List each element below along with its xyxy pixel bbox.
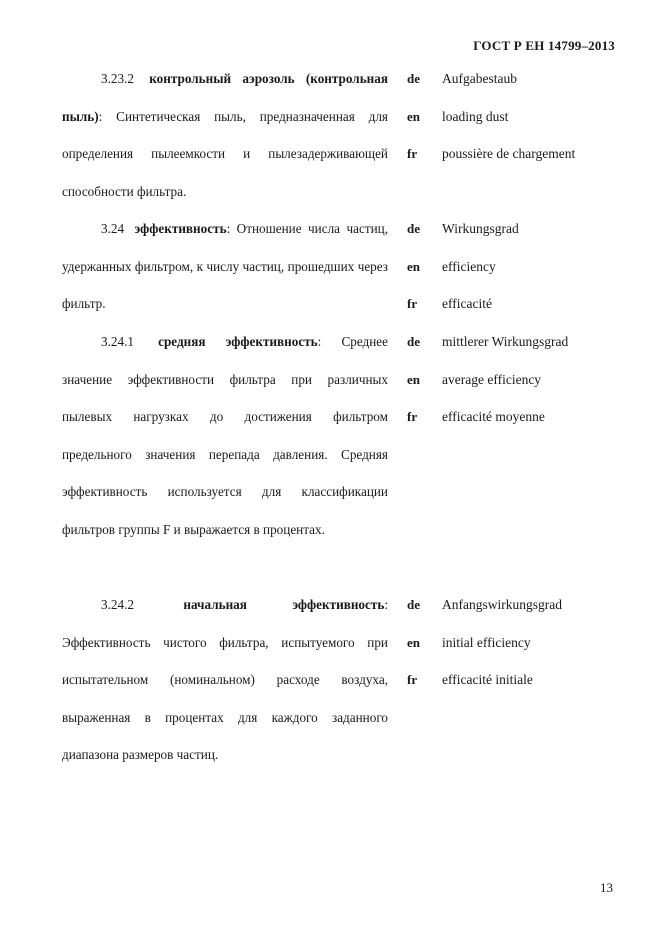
translations bbox=[407, 323, 637, 436]
term-text: : Среднее значение эффективности фильтра при различных пылевых нагрузках до достижения фильтром предельного значения перепада давления. Средняя эффективность используется для классификации фильтров группы F и выражается в процентах. bbox=[62, 334, 389, 537]
page-number: 13 bbox=[600, 880, 613, 895]
term-definition bbox=[62, 60, 388, 210]
lang-code: de bbox=[407, 334, 420, 349]
translations bbox=[407, 210, 637, 323]
translation-term: Anfangswirkungsgrad bbox=[442, 597, 562, 612]
lang-code: de bbox=[407, 597, 420, 612]
translation-term: mittlerer Wirkungsgrad bbox=[442, 334, 569, 349]
lang-code: de bbox=[407, 221, 420, 236]
translation-row bbox=[407, 661, 637, 699]
term-number: 3.24.1 bbox=[101, 334, 134, 349]
translation-row bbox=[407, 361, 637, 399]
term-number: 3.24 bbox=[101, 221, 125, 236]
translation-row bbox=[407, 285, 637, 323]
term-definition bbox=[62, 586, 388, 774]
translation-term: initial efficiency bbox=[442, 634, 531, 650]
translation-row bbox=[407, 248, 637, 286]
lang-code: de bbox=[407, 71, 420, 86]
translations bbox=[407, 586, 637, 699]
translation-term: Wirkungsgrad bbox=[442, 221, 519, 236]
lang-code: fr bbox=[407, 409, 418, 424]
translation-term: loading dust bbox=[442, 108, 509, 124]
translation-row bbox=[407, 398, 637, 436]
lang-code: fr bbox=[407, 296, 418, 311]
translation-term: efficacité initiale bbox=[442, 672, 533, 687]
translation-term: poussière de chargement bbox=[442, 146, 576, 161]
lang-code: en bbox=[407, 108, 420, 124]
term-number: 3.23.2 bbox=[101, 71, 134, 86]
term-name: эффективность bbox=[134, 221, 227, 236]
term-definition bbox=[62, 323, 388, 548]
translation-term: efficiency bbox=[442, 258, 496, 274]
translation-row bbox=[407, 98, 637, 136]
lang-code: en bbox=[407, 371, 420, 387]
translation-row bbox=[407, 60, 637, 98]
translation-row bbox=[407, 210, 637, 248]
translations bbox=[407, 60, 637, 173]
lang-code: fr bbox=[407, 672, 418, 687]
translation-term: Aufgabestaub bbox=[442, 71, 517, 86]
translation-row bbox=[407, 135, 637, 173]
term-text: : Эффективность чистого фильтра, испытуемого при испытательном (номинальном) расходе воздуха, выраженная в процентах для каждого заданного диапазона размеров частиц. bbox=[62, 597, 389, 762]
translation-row bbox=[407, 624, 637, 662]
document-header: ГОСТ Р ЕН 14799–2013 bbox=[473, 38, 615, 53]
term-number: 3.24.2 bbox=[101, 597, 134, 612]
term-name: контрольный аэрозоль (контрольная пыль) bbox=[62, 71, 389, 124]
term-definition bbox=[62, 210, 388, 323]
translation-row bbox=[407, 323, 637, 361]
term-name: средняя эффективность bbox=[158, 334, 318, 349]
translation-row bbox=[407, 586, 637, 624]
lang-code: fr bbox=[407, 146, 418, 161]
translation-term: efficacité bbox=[442, 296, 492, 311]
lang-code: en bbox=[407, 634, 420, 650]
term-name: начальная эффективность bbox=[183, 597, 385, 612]
lang-code: en bbox=[407, 258, 420, 274]
translation-term: efficacité moyenne bbox=[442, 409, 545, 424]
term-text: : Отношение числа частиц, удержанных фильтром, к числу частиц, прошедших через фильтр. bbox=[62, 221, 388, 311]
term-text: : Синтетическая пыль, предназначенная для определения пылеемкости и пылезадерживающей способности фильтра. bbox=[62, 108, 388, 199]
translation-term: average efficiency bbox=[442, 371, 542, 387]
